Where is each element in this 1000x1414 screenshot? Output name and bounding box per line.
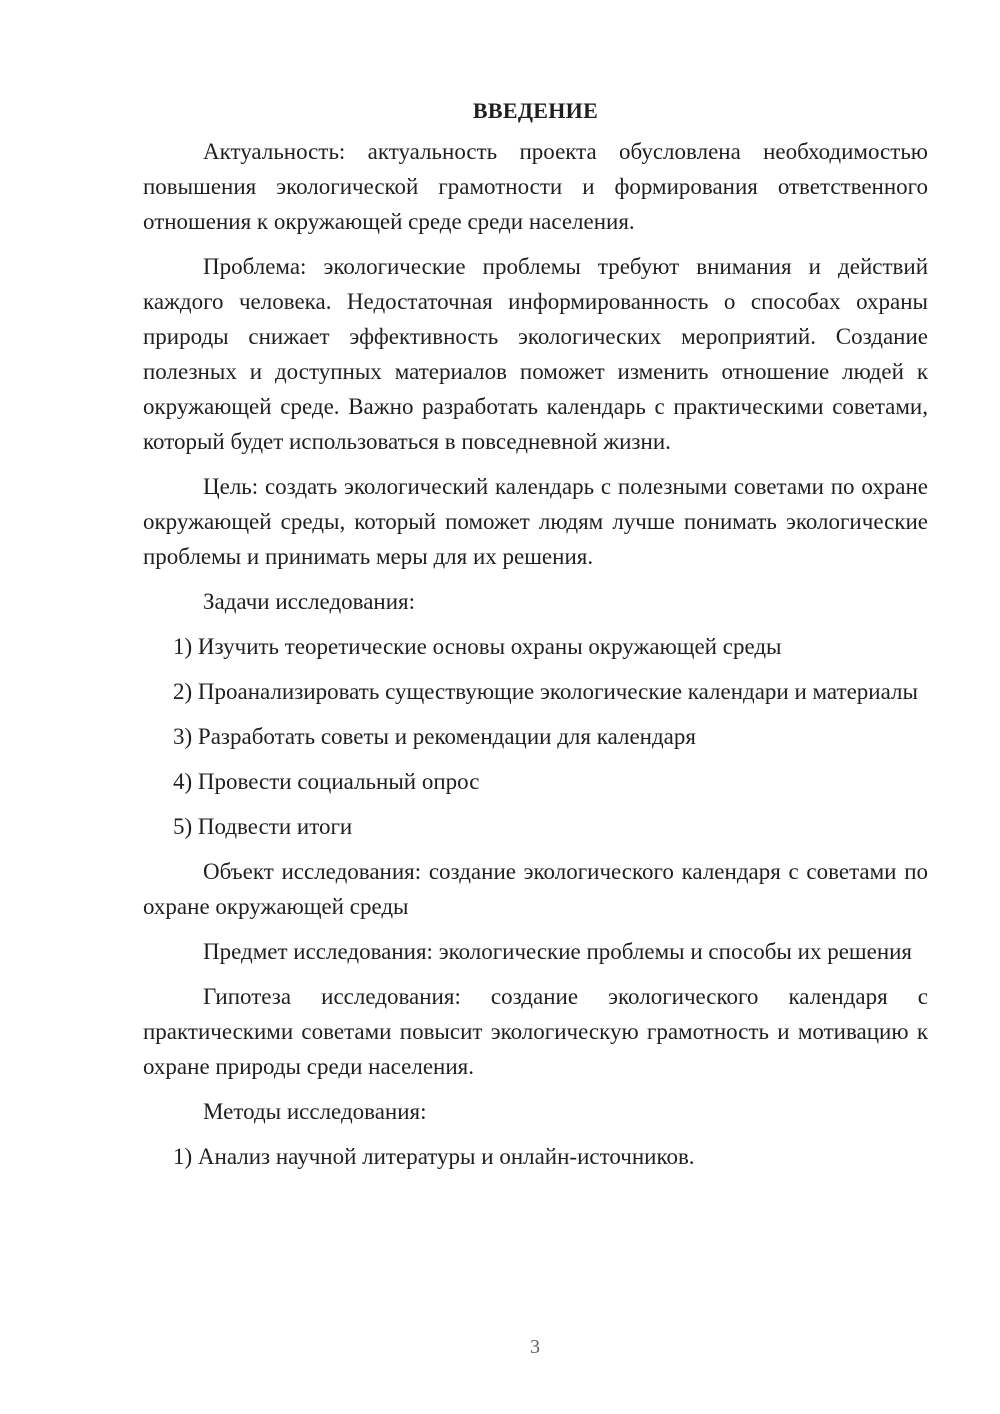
task-item-2: 2) Проанализировать существующие экологические календари и материалы — [173, 679, 918, 704]
paragraph-tasks-heading: Задачи исследования: — [203, 589, 416, 614]
paragraph-problem: Проблема: экологические проблемы требуют внимания и действий каждого человека. Недостаточная информированность о способах охраны природы снижает эффективность экологических мероприятий. Создание полезных и доступных материалов поможет изменить отношение людей к окружающей среде. Важно разработать календарь с практическими советами, который будет использоваться в повседневной жизни. — [143, 254, 928, 454]
paragraph-subject: Предмет исследования: экологические проблемы и способы их решения — [203, 939, 913, 964]
task-item-3: 3) Разработать советы и рекомендации для календаря — [173, 724, 696, 749]
paragraph-methods-heading: Методы исследования: — [203, 1099, 427, 1124]
paragraph-goal: Цель: создать экологический календарь с полезными советами по охране окружающей среды, который поможет людям лучше понимать экологические проблемы и принимать меры для их решения. — [143, 474, 928, 569]
task-item-1: 1) Изучить теоретические основы охраны окружающей среды — [173, 634, 782, 659]
method-item-1: 1) Анализ научной литературы и онлайн-источников. — [173, 1144, 695, 1169]
task-item-5: 5) Подвести итоги — [173, 814, 353, 839]
page-title: ВВЕДЕНИЕ — [472, 98, 599, 123]
task-item-4: 4) Провести социальный опрос — [173, 769, 480, 794]
paragraph-object: Объект исследования: создание экологического календаря с советами по охране окружающей среды — [143, 859, 928, 919]
paragraph-hypothesis: Гипотеза исследования: создание экологического календаря с практическими советами повысит экологическую грамотность и мотивацию к охране природы среди населения. — [143, 984, 928, 1079]
page-number: 3 — [530, 1336, 540, 1358]
paragraph-relevance: Актуальность: актуальность проекта обусловлена необходимостью повышения экологической грамотности и формирования ответственного отношения к окружающей среде среди населения. — [143, 139, 928, 234]
document-body — [143, 96, 928, 1184]
